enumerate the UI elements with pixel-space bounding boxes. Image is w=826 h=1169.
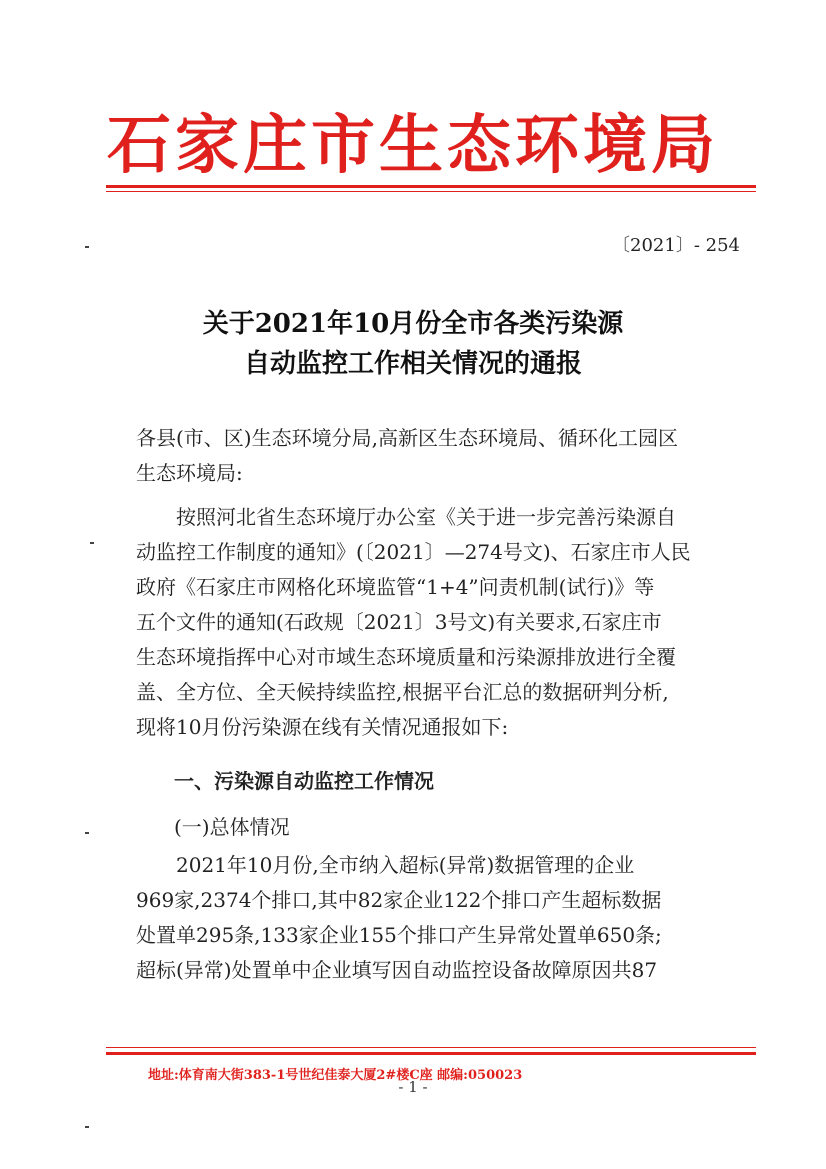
footer-rule-thick: [106, 1052, 756, 1055]
paragraph-line: 2021年10月份,全市纳入超标(异常)数据管理的企业: [176, 853, 635, 877]
paragraph-line: 五个文件的通知(石政规〔2021〕3号文)有关要求,石家庄市: [136, 610, 662, 634]
section-heading: 一、污染源自动监控工作情况: [174, 769, 434, 793]
paragraph-line: 按照河北省生态环境厅办公室《关于进一步完善污染源自: [176, 505, 676, 529]
page-number: - 1 -: [398, 1078, 428, 1096]
organization-masthead: 石家庄市生态环境局: [107, 109, 719, 183]
recipients-line: 生态环境局:: [136, 461, 243, 485]
paragraph-line: 处置单295条,133家企业155个排口产生异常处置单650条;: [136, 923, 662, 947]
paragraph-line: 政府《石家庄市网格化环境监管“1+4”问责机制(试行)》等: [136, 575, 655, 599]
masthead-rule-thick: [106, 185, 756, 188]
paragraph-line: 动监控工作制度的通知》(〔2021〕—274号文)、石家庄市人民: [136, 540, 691, 564]
document-title-line1: 关于2021年10月份全市各类污染源: [202, 309, 624, 339]
document-title-line2: 自动监控工作相关情况的通报: [243, 349, 582, 379]
recipients-line: 各县(市、区)生态环境分局,高新区生态环境局、循环化工园区: [136, 426, 678, 450]
subsection-heading: (一)总体情况: [174, 815, 290, 839]
document-number: 〔2021〕- 254: [612, 235, 740, 256]
scan-mark: [85, 1126, 89, 1128]
scan-mark: [85, 246, 89, 248]
scan-mark: [85, 832, 89, 834]
paragraph-line: 生态环境指挥中心对市域生态环境质量和污染源排放进行全覆: [136, 645, 676, 669]
footer-rule-thin: [106, 1047, 756, 1048]
paragraph-line: 超标(异常)处置单中企业填写因自动监控设备故障原因共87: [136, 958, 658, 982]
paragraph-line: 盖、全方位、全天候持续监控,根据平台汇总的数据研判分析,: [136, 680, 669, 704]
scan-mark: [90, 542, 94, 544]
paragraph-line: 969家,2374个排口,其中82家企业122个排口产生超标数据: [136, 888, 662, 912]
footer-address: 地址:体育南大街383-1号世纪佳泰大厦2#楼C座 邮编:050023: [148, 1068, 523, 1083]
masthead-rule-thin: [106, 191, 756, 192]
paragraph-line: 现将10月份污染源在线有关情况通报如下:: [136, 715, 509, 739]
